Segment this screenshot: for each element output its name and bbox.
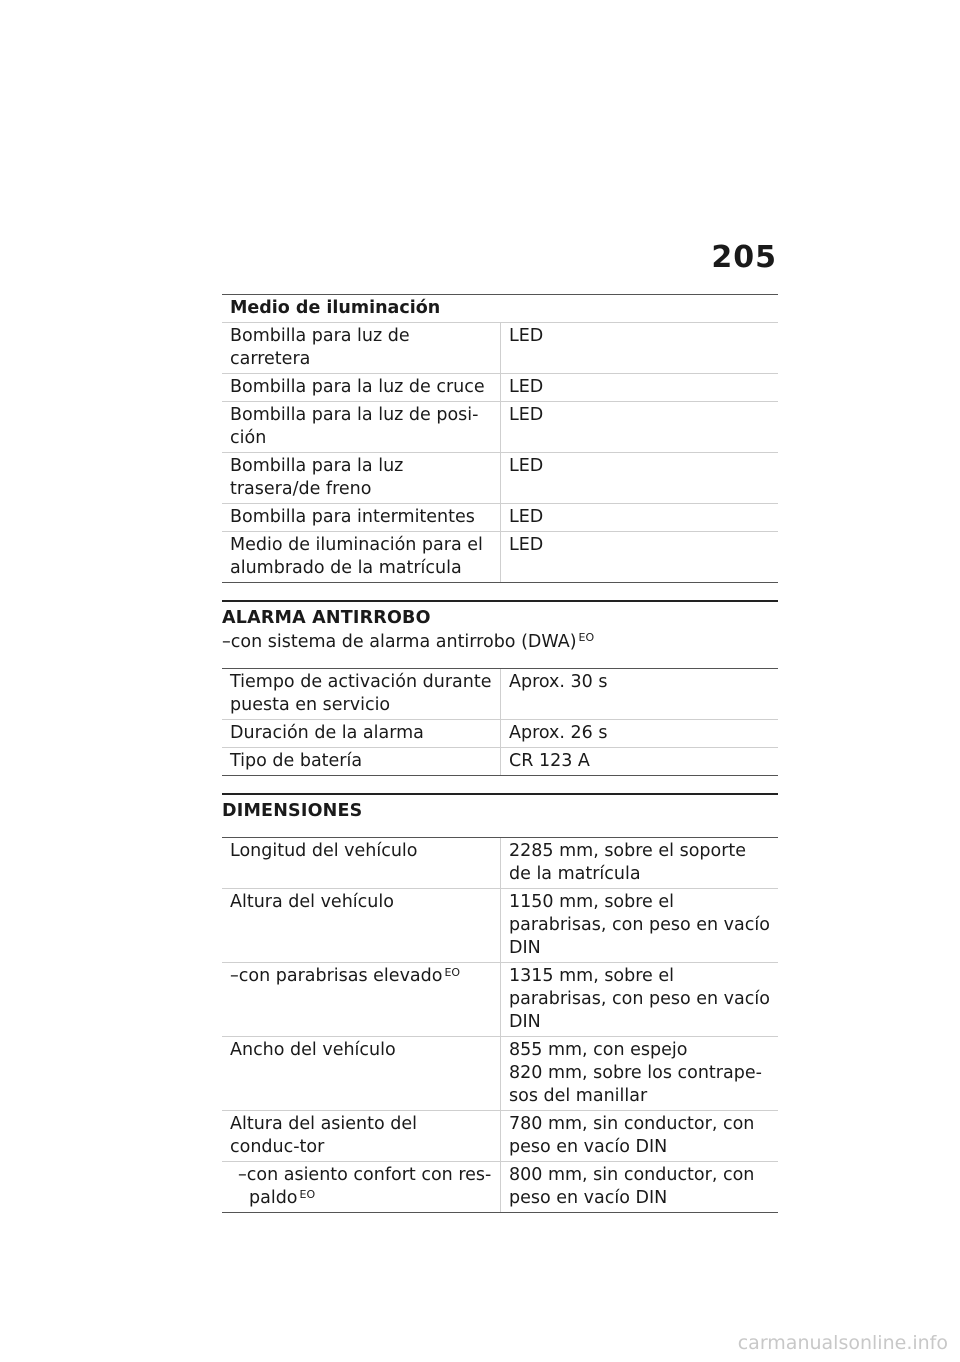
optional-equipment-mark: EO bbox=[299, 1188, 316, 1201]
alarm-subline bbox=[222, 630, 778, 654]
alarm-section bbox=[222, 600, 778, 654]
row-label-text: –con asiento confort con res-paldo bbox=[238, 1165, 492, 1208]
row-label: Tiempo de activación durante puesta en servicio bbox=[222, 669, 501, 720]
dimensions-table bbox=[222, 837, 778, 1213]
row-label: Altura del vehículo bbox=[222, 889, 501, 963]
optional-equipment-mark: EO bbox=[578, 631, 595, 644]
row-value: Aprox. 26 s bbox=[501, 720, 779, 748]
row-value-line: 855 mm, con espejo bbox=[509, 1040, 688, 1060]
table-row bbox=[222, 453, 778, 504]
row-value: Aprox. 30 s bbox=[501, 669, 779, 720]
dimensions-section bbox=[222, 793, 778, 823]
page-number: 205 bbox=[711, 240, 777, 275]
row-value: LED bbox=[501, 402, 779, 453]
row-label: Altura del asiento del conduc-tor bbox=[222, 1111, 501, 1162]
table-row bbox=[222, 720, 778, 748]
row-value: 800 mm, sin conductor, con peso en vacío DIN bbox=[501, 1162, 779, 1213]
optional-equipment-mark: EO bbox=[444, 966, 461, 979]
row-value: 2285 mm, sobre el soporte de la matrícula bbox=[501, 838, 779, 889]
row-label: Duración de la alarma bbox=[222, 720, 501, 748]
row-value: LED bbox=[501, 323, 779, 374]
table-row bbox=[222, 838, 778, 889]
table-row bbox=[222, 532, 778, 583]
row-label: Longitud del vehículo bbox=[222, 838, 501, 889]
row-label-text: –con parabrisas elevado bbox=[230, 966, 443, 986]
row-label: Bombilla para la luz de cruce bbox=[222, 374, 501, 402]
table-row bbox=[222, 374, 778, 402]
table-row bbox=[222, 323, 778, 374]
row-value bbox=[501, 1037, 779, 1111]
row-value: CR 123 A bbox=[501, 748, 779, 776]
row-label: Bombilla para luz de carretera bbox=[222, 323, 501, 374]
table-row bbox=[222, 1111, 778, 1162]
row-value: LED bbox=[501, 504, 779, 532]
row-label: Bombilla para intermitentes bbox=[222, 504, 501, 532]
row-value: LED bbox=[501, 532, 779, 583]
table-row bbox=[222, 504, 778, 532]
content bbox=[222, 294, 778, 1213]
lighting-title: Medio de iluminación bbox=[222, 295, 778, 323]
table-header-row bbox=[222, 295, 778, 323]
table-row bbox=[222, 1037, 778, 1111]
row-label: Ancho del vehículo bbox=[222, 1037, 501, 1111]
alarm-title: ALARMA ANTIRROBO bbox=[222, 608, 431, 628]
row-label: Bombilla para la luz de posi-ción bbox=[222, 402, 501, 453]
row-label: Tipo de batería bbox=[222, 748, 501, 776]
table-row bbox=[222, 1162, 778, 1213]
dimensions-title: DIMENSIONES bbox=[222, 801, 363, 821]
table-row bbox=[222, 889, 778, 963]
table-row bbox=[222, 669, 778, 720]
row-value: 1150 mm, sobre el parabrisas, con peso en vacío DIN bbox=[501, 889, 779, 963]
row-label bbox=[222, 963, 501, 1037]
table-row bbox=[222, 402, 778, 453]
row-label: Medio de iluminación para el alumbrado de la matrícula bbox=[222, 532, 501, 583]
row-label bbox=[222, 1162, 501, 1213]
row-value: 1315 mm, sobre el parabrisas, con peso en vacío DIN bbox=[501, 963, 779, 1037]
row-value: 780 mm, sin conductor, con peso en vacío DIN bbox=[501, 1111, 779, 1162]
lighting-table bbox=[222, 294, 778, 583]
row-value: LED bbox=[501, 374, 779, 402]
alarm-subline-text: –con sistema de alarma antirrobo (DWA) bbox=[222, 632, 577, 652]
alarm-table bbox=[222, 668, 778, 776]
table-row bbox=[222, 963, 778, 1037]
row-value: LED bbox=[501, 453, 779, 504]
table-row bbox=[222, 748, 778, 776]
row-value-line: 820 mm, sobre los contrape-sos del manillar bbox=[509, 1063, 762, 1106]
row-label: Bombilla para la luz trasera/de freno bbox=[222, 453, 501, 504]
watermark: carmanualsonline.info bbox=[737, 1332, 948, 1354]
